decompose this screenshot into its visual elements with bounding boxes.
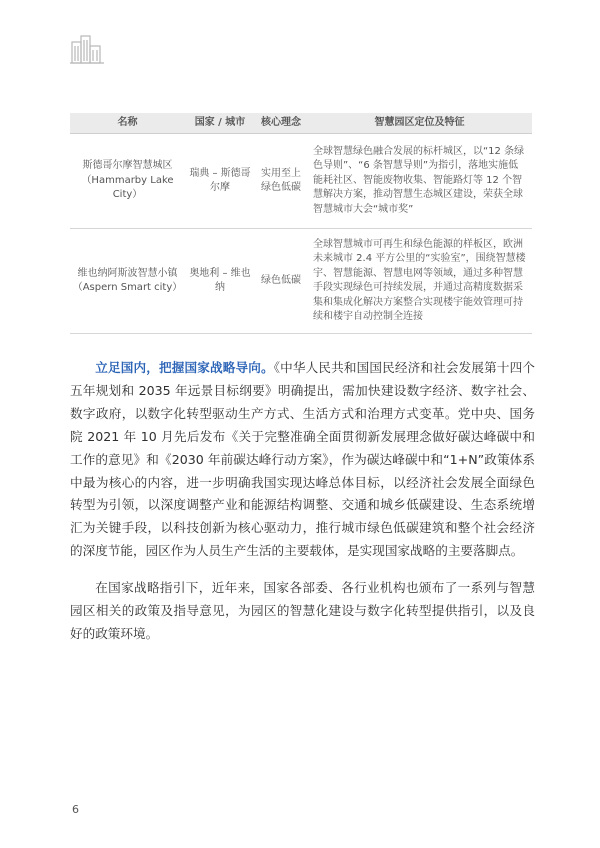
page-number: 6 [72, 803, 79, 816]
cell-description: 全球智慧城市可再生和绿色能源的样板区，欧洲未来城市 2.4 平方公里的“实验室”，围绕智慧楼宇、智慧能源、智慧电网等领域，通过多种智慧手段实现绿色可持续发展，并通过高精度数据采集和集成化解决方案整合实现楼宇能效管理可持续和楼宇自动控制全连接 [307, 229, 532, 334]
name-english: （Hammarby Lake City） [81, 174, 174, 201]
table-header-row [70, 113, 532, 134]
buildings-icon [70, 34, 104, 64]
body-paragraph [70, 577, 535, 646]
column-header-description: 智慧园区定位及特征 [307, 113, 532, 134]
smart-district-table [70, 113, 532, 334]
name-english: （Aspern Smart city） [72, 282, 183, 293]
column-header-country: 国家 / 城市 [185, 113, 255, 134]
name-chinese: 斯德哥尔摩智慧城区 [82, 160, 173, 172]
table-row [70, 134, 532, 229]
table-row [70, 229, 532, 334]
paragraph-text: 在国家战略指引下，近年来，国家各部委、各行业机构也颁布了一系列与智慧园区相关的政策及指导意见，为园区的智慧化建设与数字化转型提供指引，以及良好的政策环境。 [70, 580, 535, 641]
column-header-name: 名称 [70, 113, 185, 134]
column-header-concept: 核心理念 [255, 113, 307, 134]
cell-country: 奥地利 – 维也纳 [185, 229, 255, 334]
cell-country: 瑞典 – 斯德哥尔摩 [185, 134, 255, 229]
body-paragraph [70, 357, 535, 563]
paragraph-text: 《中华人民共和国国民经济和社会发展第十四个五年规划和 2035 年远景目标纲要》明确提出，需加快建设数字经济、数字社会、数字政府，以数字化转型驱动生产方式、生活方式和治理方式变革。党中央、国务院 2021 年 10 月先后发布《关于完整准确全面贯彻新发展理念做好碳达峰碳中和工作的意见》和《2030 年前碳达峰行动方案》，作为碳达峰碳中和“1+N”政策体系中最为核心的内容，进一步明确我国实现达峰总体目标，以经济社会发展全面绿色转型为引领，以深度调整产业和能源结构调整、交通和城乡低碳建设、生态系统增汇为关键手段，以科技创新为核心驱动力，推行城市绿色低碳建筑和整个社会经济的深度节能，园区作为人员生产生活的主要载体，是实现国家战略的主要落脚点。 [70, 360, 536, 559]
cell-concept: 绿色低碳 [255, 229, 307, 334]
paragraph-lead: 立足国内，把握国家战略导向。 [95, 360, 274, 375]
cell-concept: 实用至上 绿色低碳 [255, 134, 307, 229]
cell-name [70, 229, 185, 334]
name-chinese: 维也纳阿斯波智慧小镇 [77, 267, 178, 279]
cell-description: 全球智慧绿色融合发展的标杆城区，以“12 条绿色导则”、“6 条智慧导则”为指引，落地实施低能耗社区、智能废物收集、智能路灯等 12 个智慧解决方案，推动智慧生态城区建设，荣获全球智慧城市大会“城市奖” [307, 134, 532, 229]
cell-name [70, 134, 185, 229]
